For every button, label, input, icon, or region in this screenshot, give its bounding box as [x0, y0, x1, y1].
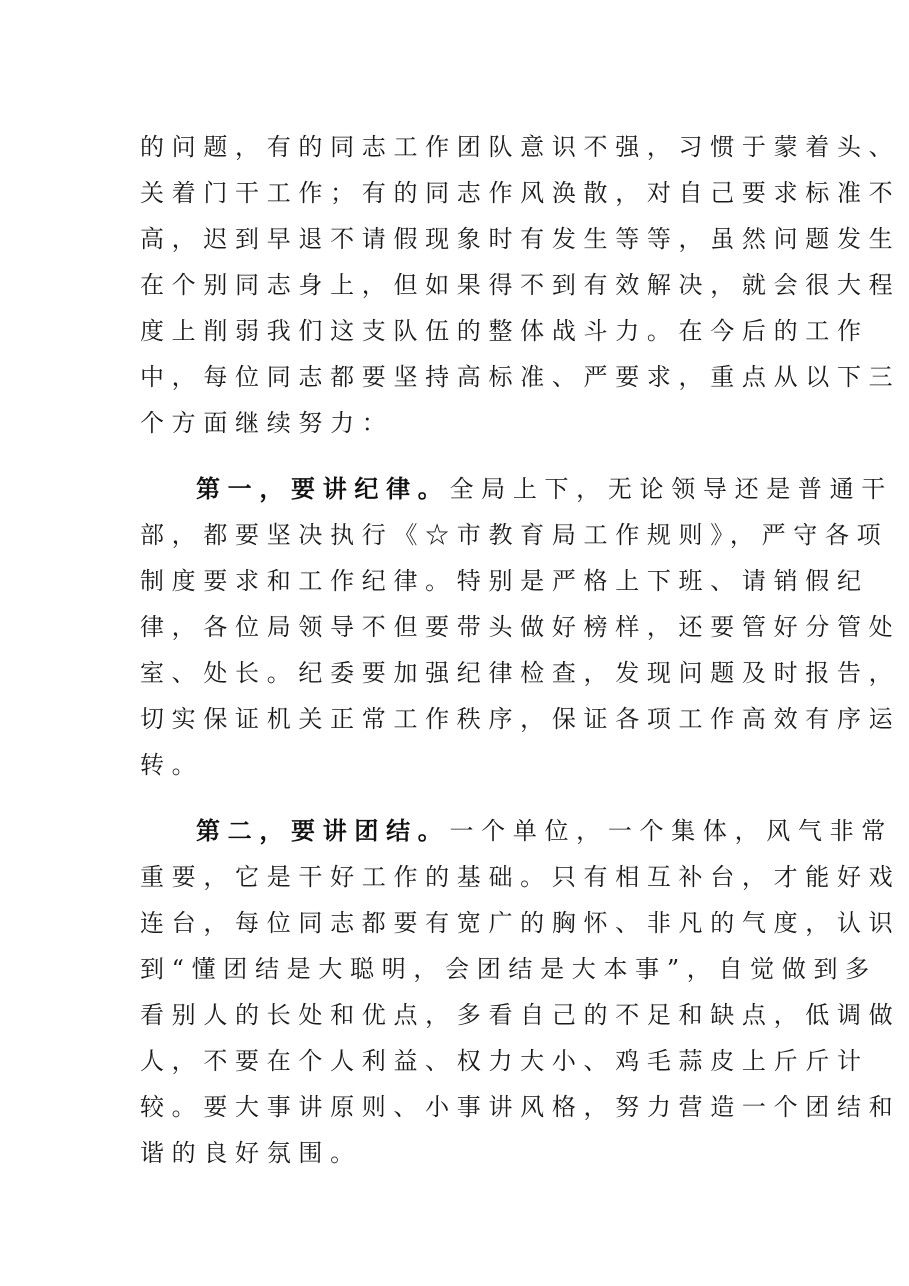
text-line: 切实保证机关正常工作秩序，保证各项工作高效有序运	[140, 705, 901, 733]
text-line: 个方面继续努力：	[140, 409, 394, 437]
body-text	[140, 124, 901, 1176]
text-line: 律，各位局领导不但要带头做好榜样，还要管好分管处	[140, 613, 901, 641]
text-line: 室、处长。纪委要加强纪律检查，发现问题及时报告，	[140, 659, 901, 687]
text-line: 在个别同志身上，但如果得不到有效解决，就会很大程	[140, 271, 901, 299]
text-line: 制度要求和工作纪律。特别是严格上下班、请销假纪	[140, 567, 869, 595]
text-line: 高，迟到早退不请假现象时有发生等等，虽然问题发生	[140, 225, 901, 253]
paragraph-gap	[140, 788, 780, 808]
text-line: 连台，每位同志都要有宽广的胸怀、非凡的气度，认识	[140, 909, 901, 937]
text-line: 部，都要坚决执行《☆市教育局工作规则》，严守各项	[140, 521, 889, 549]
text-line: 到“懂团结是大聪明，会团结是大本事”，自觉做到多	[140, 955, 877, 983]
paragraph-heading: 第二，要讲团结。	[196, 816, 450, 845]
text-span: 全局上下，无论领导还是普通干	[449, 475, 893, 503]
text-line: 的问题，有的同志工作团队意识不强，习惯于蒙着头、	[140, 133, 901, 161]
paragraph-first	[140, 466, 901, 788]
text-line: 度上削弱我们这支队伍的整体战斗力。在今后的工作	[140, 317, 869, 345]
text-line	[140, 466, 893, 512]
text-line: 看别人的长处和优点，多看自己的不足和缺点，低调做	[140, 1001, 901, 1029]
paragraph-heading: 第一，要讲纪律。	[196, 474, 450, 503]
paragraph-gap	[140, 446, 780, 466]
paragraph-intro	[140, 124, 901, 446]
text-line: 中，每位同志都要坚持高标准、严要求，重点从以下三	[140, 363, 901, 391]
text-line: 重要，它是干好工作的基础。只有相互补台，才能好戏	[140, 863, 901, 891]
text-line	[140, 808, 893, 854]
text-line: 较。要大事讲原则、小事讲风格，努力营造一个团结和	[140, 1093, 901, 1121]
paragraph-second	[140, 808, 901, 1176]
text-line: 关着门干工作；有的同志作风涣散，对自己要求标准不	[140, 179, 901, 207]
text-span: 一个单位，一个集体，风气非常	[449, 817, 893, 845]
text-line: 人，不要在个人利益、权力大小、鸡毛蒜皮上斤斤计	[140, 1047, 869, 1075]
text-line: 转。	[140, 751, 204, 779]
text-line: 谐的良好氛围。	[140, 1139, 362, 1167]
